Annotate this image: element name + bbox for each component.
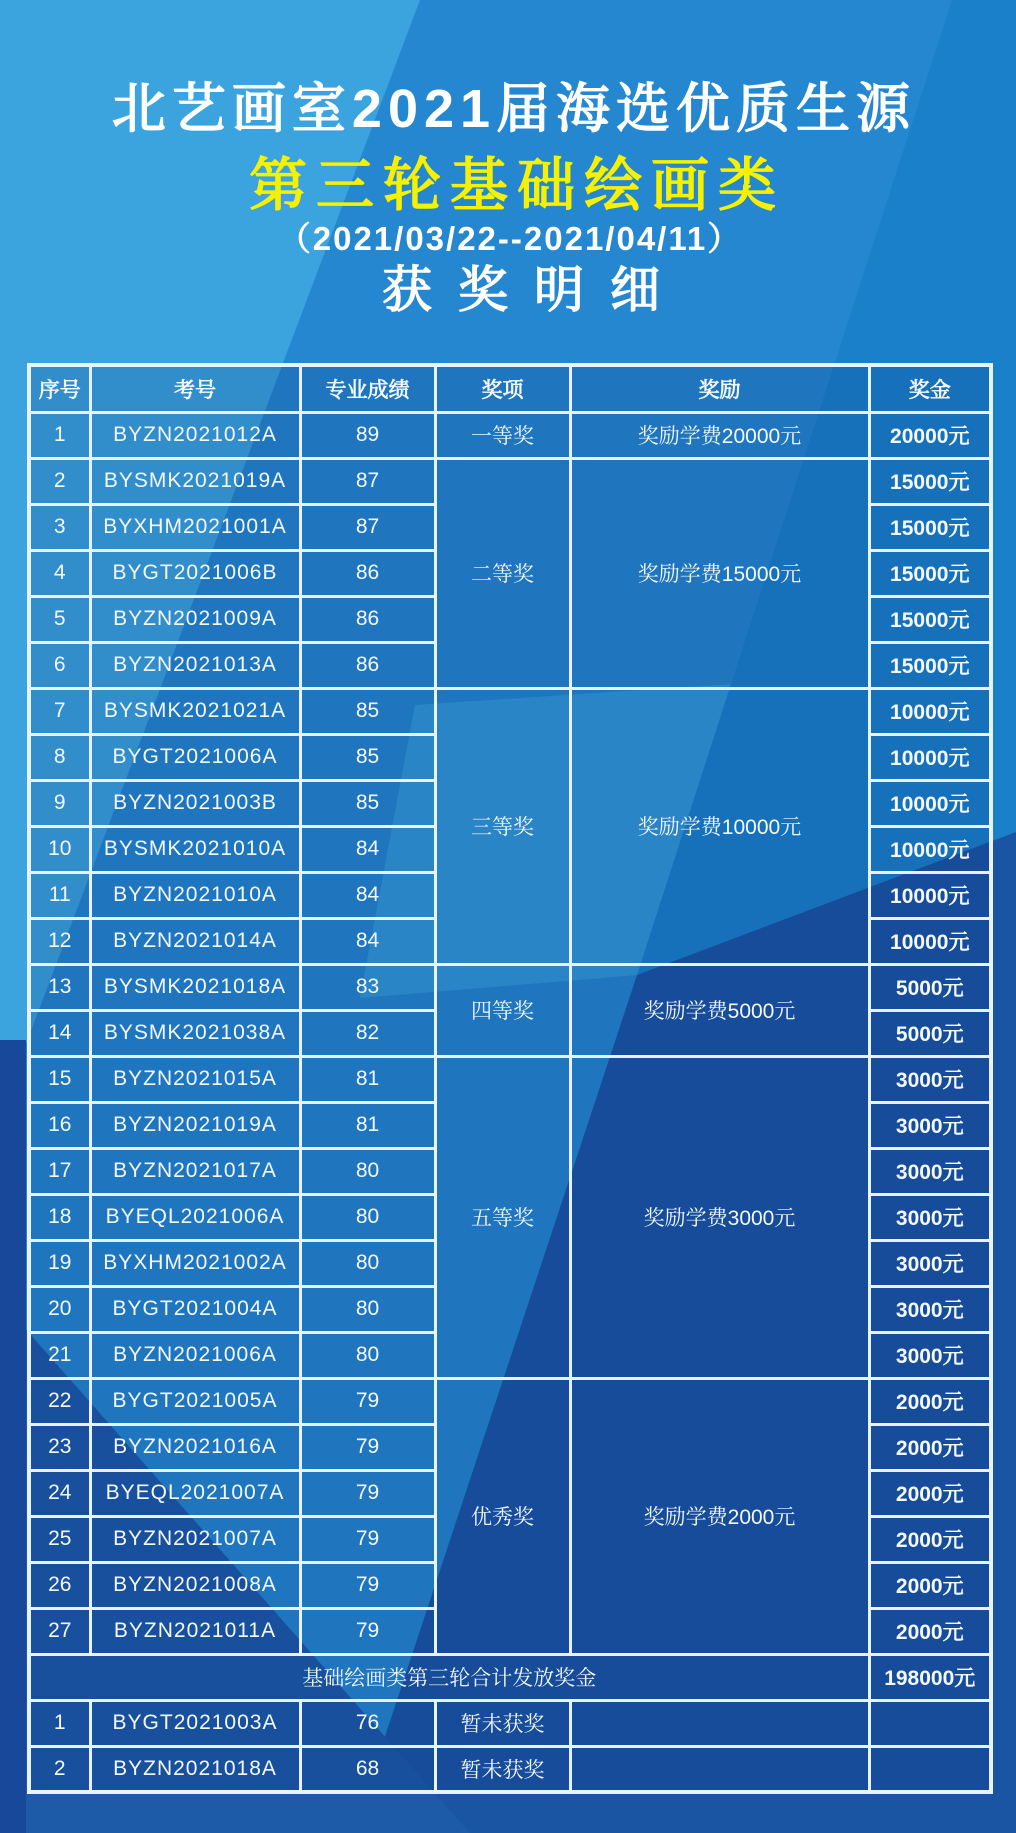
cell-index: 8 (29, 734, 90, 780)
cell-index: 7 (29, 688, 90, 734)
cell-index: 11 (29, 872, 90, 918)
cell-award: 四等奖 (435, 964, 570, 1056)
cell-prize: 15000元 (869, 596, 991, 642)
cell-exam-no: BYSMK2021038A (90, 1010, 300, 1056)
poster-subtitle: 第三轮基础绘画类 (248, 153, 785, 218)
cell-score: 87 (300, 504, 435, 550)
table-row (29, 1378, 991, 1424)
cell-index: 9 (29, 780, 90, 826)
cell-exam-no: BYZN2021006A (90, 1332, 300, 1378)
cell-score: 79 (300, 1470, 435, 1516)
awards-table (27, 363, 993, 1794)
cell-index: 2 (29, 1746, 90, 1792)
cell-prize: 3000元 (869, 1102, 991, 1148)
cell-award: 二等奖 (435, 458, 570, 688)
cell-index: 27 (29, 1608, 90, 1654)
cell-index: 25 (29, 1516, 90, 1562)
cell-prize: 2000元 (869, 1424, 991, 1470)
summary-total: 198000元 (869, 1654, 991, 1700)
cell-index: 20 (29, 1286, 90, 1332)
cell-index: 1 (29, 1700, 90, 1746)
cell-exam-no: BYZN2021003B (90, 780, 300, 826)
cell-exam-no: BYSMK2021019A (90, 458, 300, 504)
summary-label: 基础绘画类第三轮合计发放奖金 (29, 1654, 869, 1700)
cell-score: 86 (300, 550, 435, 596)
poster-title: 北艺画室2021届海选优质生源 (111, 79, 917, 139)
cell-prize: 10000元 (869, 872, 991, 918)
cell-reward: 奖励学费3000元 (570, 1056, 869, 1378)
cell-prize (869, 1700, 991, 1746)
cell-reward (570, 1700, 869, 1746)
header-reward: 奖励 (570, 365, 869, 412)
cell-index: 14 (29, 1010, 90, 1056)
cell-award: 暂未获奖 (435, 1700, 570, 1746)
cell-exam-no: BYGT2021005A (90, 1378, 300, 1424)
cell-prize: 5000元 (869, 964, 991, 1010)
cell-reward: 奖励学费15000元 (570, 458, 869, 688)
cell-exam-no: BYXHM2021002A (90, 1240, 300, 1286)
cell-score: 84 (300, 826, 435, 872)
cell-score: 76 (300, 1700, 435, 1746)
cell-index: 16 (29, 1102, 90, 1148)
cell-score: 85 (300, 734, 435, 780)
cell-score: 87 (300, 458, 435, 504)
cell-index: 12 (29, 918, 90, 964)
cell-score: 86 (300, 596, 435, 642)
cell-prize: 3000元 (869, 1056, 991, 1102)
cell-score: 81 (300, 1056, 435, 1102)
cell-prize: 15000元 (869, 642, 991, 688)
cell-exam-no: BYGT2021006B (90, 550, 300, 596)
cell-index: 6 (29, 642, 90, 688)
cell-index: 1 (29, 412, 90, 458)
cell-award: 三等奖 (435, 688, 570, 964)
cell-prize: 10000元 (869, 826, 991, 872)
cell-score: 80 (300, 1286, 435, 1332)
cell-prize: 10000元 (869, 780, 991, 826)
cell-index: 22 (29, 1378, 90, 1424)
cell-score: 79 (300, 1562, 435, 1608)
cell-exam-no: BYSMK2021018A (90, 964, 300, 1010)
cell-prize: 2000元 (869, 1562, 991, 1608)
cell-index: 24 (29, 1470, 90, 1516)
table-row (29, 964, 991, 1010)
cell-prize: 2000元 (869, 1516, 991, 1562)
cell-reward: 奖励学费20000元 (570, 412, 869, 458)
cell-index: 15 (29, 1056, 90, 1102)
cell-exam-no: BYGT2021006A (90, 734, 300, 780)
cell-index: 10 (29, 826, 90, 872)
cell-prize: 20000元 (869, 412, 991, 458)
cell-index: 23 (29, 1424, 90, 1470)
cell-prize (869, 1746, 991, 1792)
cell-prize: 3000元 (869, 1286, 991, 1332)
cell-exam-no: BYSMK2021021A (90, 688, 300, 734)
cell-exam-no: BYZN2021013A (90, 642, 300, 688)
table-row (29, 458, 991, 504)
cell-reward: 奖励学费2000元 (570, 1378, 869, 1654)
table-row (29, 688, 991, 734)
cell-prize: 15000元 (869, 504, 991, 550)
cell-exam-no: BYZN2021009A (90, 596, 300, 642)
table-row (29, 1056, 991, 1102)
cell-prize: 2000元 (869, 1378, 991, 1424)
cell-score: 80 (300, 1148, 435, 1194)
cell-exam-no: BYZN2021010A (90, 872, 300, 918)
cell-award: 优秀奖 (435, 1378, 570, 1654)
cell-exam-no: BYZN2021015A (90, 1056, 300, 1102)
cell-exam-no: BYGT2021004A (90, 1286, 300, 1332)
cell-exam-no: BYEQL2021007A (90, 1470, 300, 1516)
cell-exam-no: BYXHM2021001A (90, 504, 300, 550)
cell-reward: 奖励学费5000元 (570, 964, 869, 1056)
cell-score: 81 (300, 1102, 435, 1148)
table-header-row (29, 365, 991, 412)
header-score: 专业成绩 (300, 365, 435, 412)
cell-prize: 5000元 (869, 1010, 991, 1056)
table-row-unawarded (29, 1746, 991, 1792)
cell-score: 79 (300, 1378, 435, 1424)
cell-exam-no: BYZN2021008A (90, 1562, 300, 1608)
cell-score: 86 (300, 642, 435, 688)
cell-prize: 10000元 (869, 918, 991, 964)
cell-award: 五等奖 (435, 1056, 570, 1378)
cell-score: 80 (300, 1194, 435, 1240)
cell-reward: 奖励学费10000元 (570, 688, 869, 964)
cell-exam-no: BYZN2021019A (90, 1102, 300, 1148)
date-range: （2021/03/22--2021/04/11） (277, 220, 743, 257)
cell-score: 79 (300, 1516, 435, 1562)
cell-score: 85 (300, 780, 435, 826)
cell-score: 82 (300, 1010, 435, 1056)
cell-prize: 3000元 (869, 1332, 991, 1378)
cell-index: 21 (29, 1332, 90, 1378)
cell-score: 85 (300, 688, 435, 734)
cell-prize: 15000元 (869, 550, 991, 596)
cell-score: 79 (300, 1608, 435, 1654)
cell-prize: 2000元 (869, 1470, 991, 1516)
cell-prize: 2000元 (869, 1608, 991, 1654)
cell-score: 80 (300, 1240, 435, 1286)
cell-exam-no: BYZN2021018A (90, 1746, 300, 1792)
header-exam-no: 考号 (90, 365, 300, 412)
cell-exam-no: BYZN2021007A (90, 1516, 300, 1562)
cell-award: 暂未获奖 (435, 1746, 570, 1792)
cell-index: 19 (29, 1240, 90, 1286)
cell-score: 80 (300, 1332, 435, 1378)
cell-score: 84 (300, 872, 435, 918)
cell-exam-no: BYGT2021003A (90, 1700, 300, 1746)
cell-index: 5 (29, 596, 90, 642)
cell-index: 2 (29, 458, 90, 504)
cell-score: 68 (300, 1746, 435, 1792)
cell-index: 13 (29, 964, 90, 1010)
cell-exam-no: BYEQL2021006A (90, 1194, 300, 1240)
cell-prize: 10000元 (869, 688, 991, 734)
cell-index: 26 (29, 1562, 90, 1608)
cell-exam-no: BYZN2021016A (90, 1424, 300, 1470)
cell-index: 17 (29, 1148, 90, 1194)
cell-prize: 3000元 (869, 1148, 991, 1194)
cell-reward (570, 1746, 869, 1792)
cell-prize: 10000元 (869, 734, 991, 780)
table-row-unawarded (29, 1700, 991, 1746)
cell-exam-no: BYZN2021012A (90, 412, 300, 458)
cell-index: 4 (29, 550, 90, 596)
cell-score: 83 (300, 964, 435, 1010)
header-prize: 奖金 (869, 365, 991, 412)
cell-index: 3 (29, 504, 90, 550)
cell-exam-no: BYSMK2021010A (90, 826, 300, 872)
cell-score: 89 (300, 412, 435, 458)
cell-exam-no: BYZN2021017A (90, 1148, 300, 1194)
cell-prize: 3000元 (869, 1194, 991, 1240)
header-award: 奖项 (435, 365, 570, 412)
summary-row (29, 1654, 991, 1700)
cell-prize: 3000元 (869, 1240, 991, 1286)
cell-exam-no: BYZN2021014A (90, 918, 300, 964)
header-index: 序号 (29, 365, 90, 412)
cell-score: 84 (300, 918, 435, 964)
cell-award: 一等奖 (435, 412, 570, 458)
cell-exam-no: BYZN2021011A (90, 1608, 300, 1654)
cell-score: 79 (300, 1424, 435, 1470)
table-row (29, 412, 991, 458)
cell-prize: 15000元 (869, 458, 991, 504)
section-title: 获奖明细 (382, 262, 686, 318)
cell-index: 18 (29, 1194, 90, 1240)
bg-strip-left-edge (0, 1040, 26, 1833)
